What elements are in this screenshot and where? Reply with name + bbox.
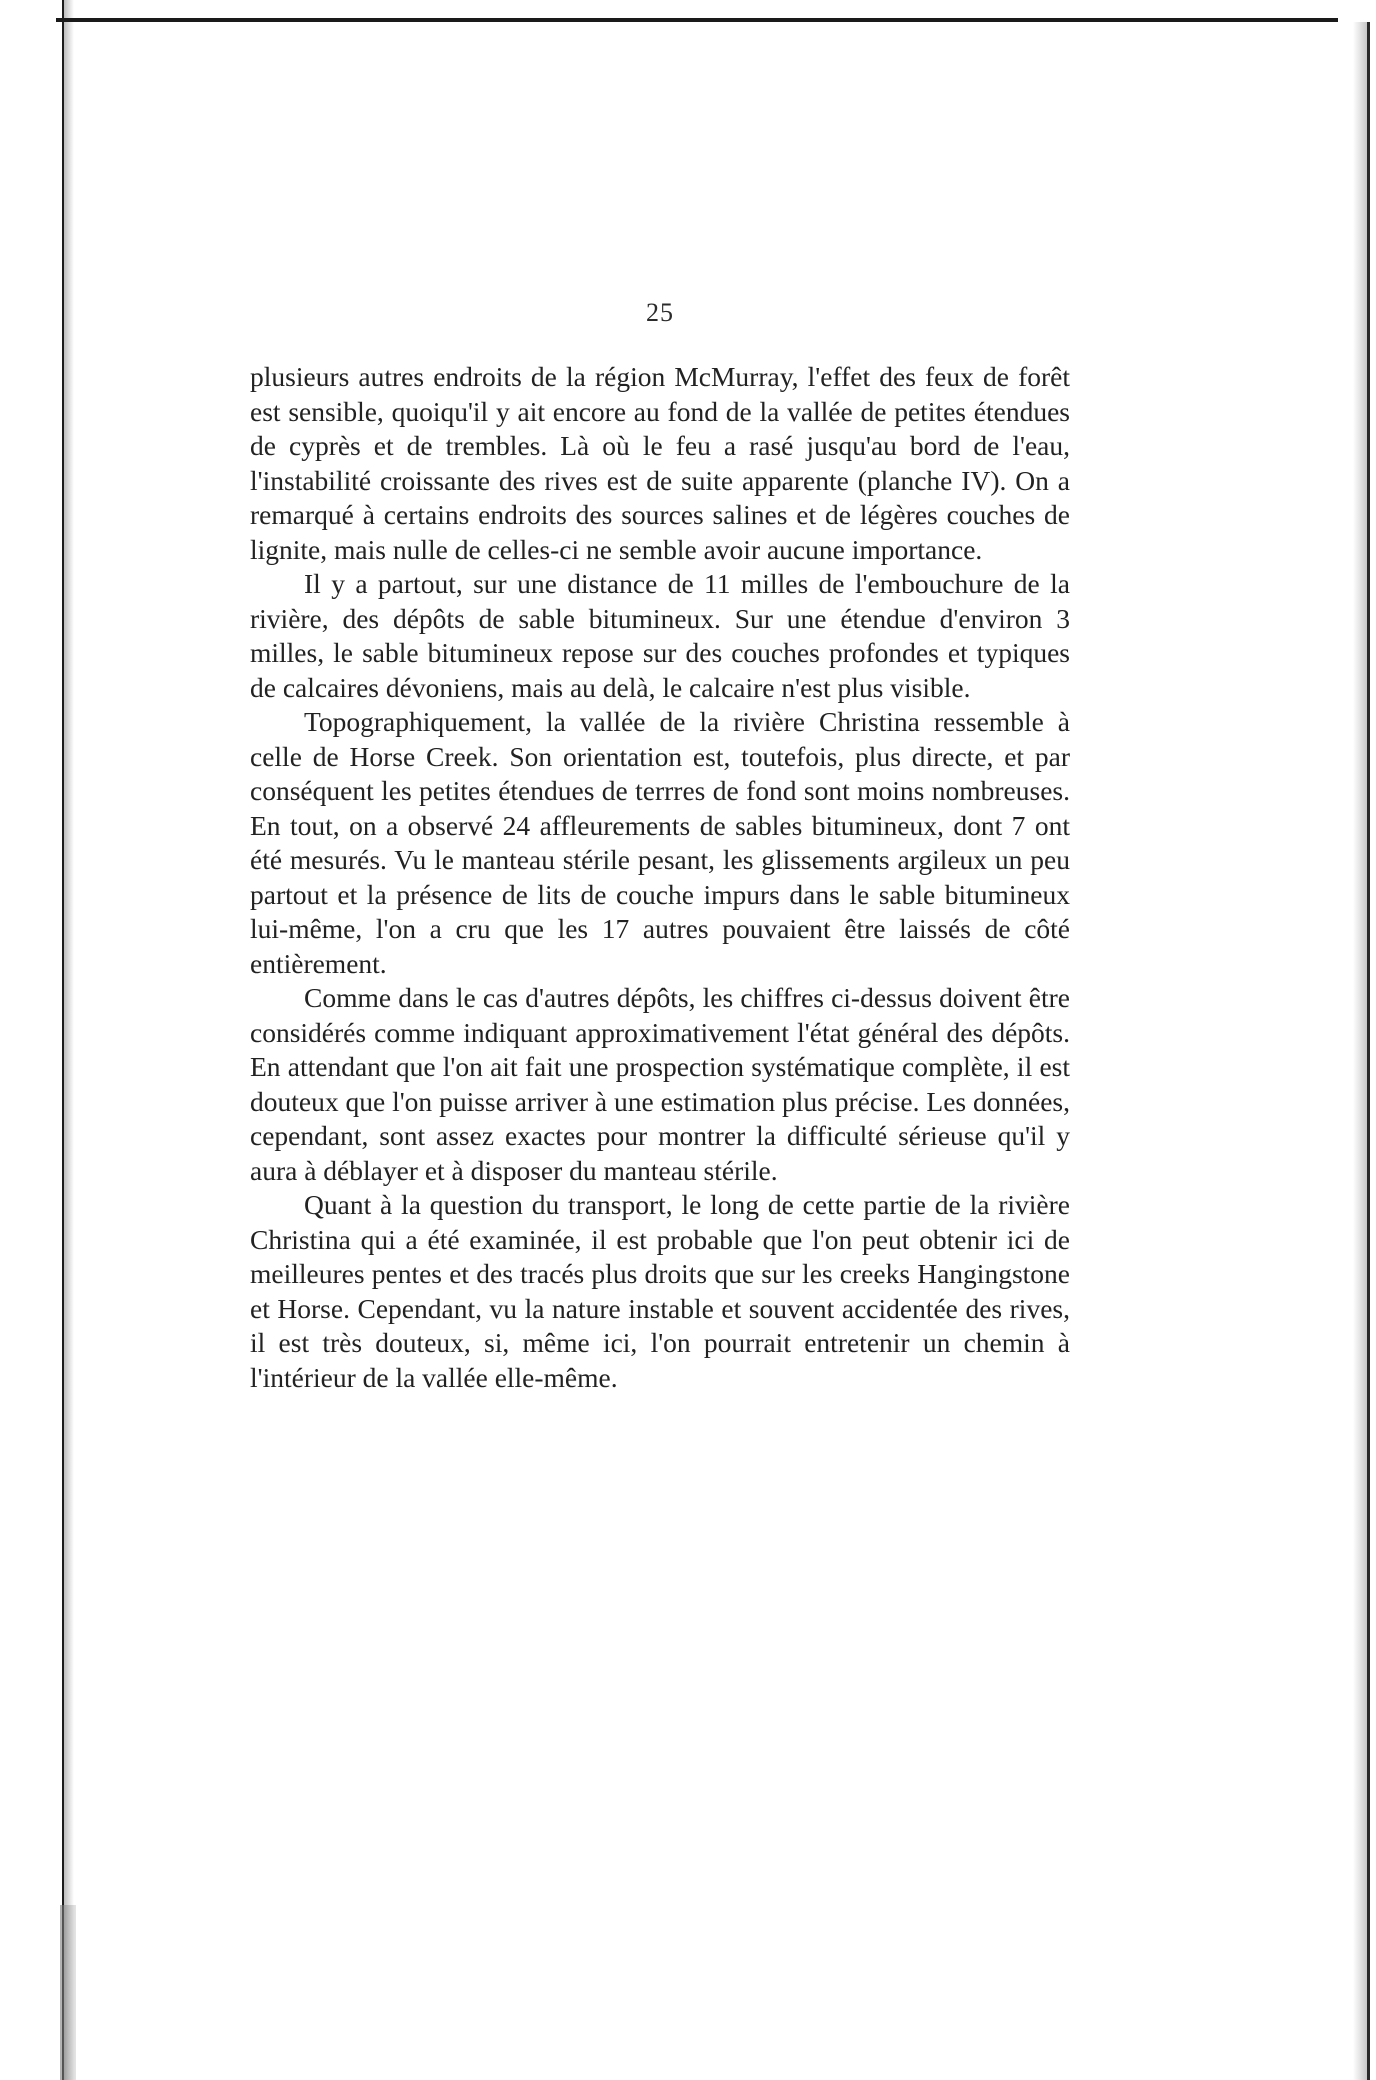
paragraph-1: plusieurs autres endroits de la région McMurray, l'effet des feux de forêt est sensible, quoiqu'il y ait encore au fond de la vallée de petites étendues de cyprès et de trembles. Là où le feu a rasé jusqu'au bord de l'eau, l'instabilité croissante des rives est de suite apparente (planche IV). On a remarqué à certains endroits des sources salines et de légères couches de lignite, mais nulle de celles-ci ne semble avoir aucune importance.: [250, 361, 1070, 565]
scan-top-edge: [56, 18, 1338, 22]
page-right-edge: [1367, 22, 1370, 2080]
scan-bottom-mark: [60, 1905, 76, 2080]
paragraph-3: Topographiquement, la vallée de la rivière Christina ressemble à celle de Horse Creek. Son orientation est, toutefois, plus directe, et par conséquent les petites étendues de terrres de fond sont moins nombreuses. En tout, on a observé 24 affleurements de sables bitumineux, dont 7 ont été mesurés. Vu le manteau stérile pesant, les glissements argileux un peu partout et la présence de lits de couche impurs dans le sable bitumineux lui-même, l'on a cru que les 17 autres pouvaient être laissés de côté entièrement.: [250, 706, 1070, 979]
page-body: [250, 360, 1070, 1395]
paragraph-5: Quant à la question du transport, le long de cette partie de la rivière Christina qui a été examinée, il est probable que l'on peut obtenir ici de meilleures pentes et des tracés plus droits que sur les creeks Hangingstone et Horse. Cependant, vu la nature instable et souvent accidentée des rives, il est très douteux, si, même ici, l'on pourrait entretenir un chemin à l'intérieur de la vallée elle-même.: [250, 1189, 1070, 1393]
paragraph-2: Il y a partout, sur une distance de 11 milles de l'embouchure de la rivière, des dépôts de sable bitumineux. Sur une étendue d'environ 3 milles, le sable bitumineux repose sur des couches profondes et typiques de calcaires dévoniens, mais au delà, le calcaire n'est plus visible.: [250, 568, 1070, 703]
paragraph-4: Comme dans le cas d'autres dépôts, les chiffres ci-dessus doivent être considérés comme indiquant approximativement l'état général des dépôts. En attendant que l'on ait fait une prospection systématique complète, il est douteux que l'on puisse arriver à une estimation plus précise. Les données, cependant, sont assez exactes pour montrer la difficulté sérieuse qu'il y aura à déblayer et à disposer du manteau stérile.: [250, 982, 1070, 1186]
page-number: 25: [646, 298, 674, 327]
page-right-shadow: [1353, 22, 1367, 2080]
